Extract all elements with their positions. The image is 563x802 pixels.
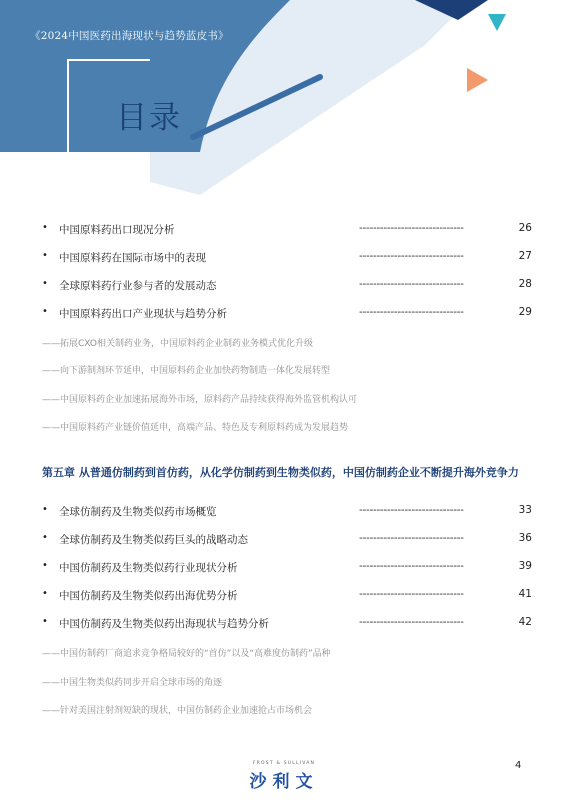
bullet-icon: • [42, 560, 48, 571]
toc-entry[interactable] [42, 306, 532, 324]
toc-leader: ------------------------------ [359, 532, 464, 544]
toc-entry-label: 中国原料药出口现况分析 [59, 224, 175, 236]
brand-logo-english: FROST & SULLIVAN [252, 761, 316, 766]
toc-leader: ------------------------------ [359, 222, 464, 234]
toc-entry[interactable] [42, 504, 532, 522]
bullet-icon: • [42, 306, 48, 317]
toc-subentry: ——中国生物类似药同步开启全球市场的角逐 [42, 678, 223, 688]
toc-page-number: 33 [518, 504, 532, 516]
toc-page-number: 26 [518, 222, 532, 234]
toc-leader: ------------------------------ [359, 306, 464, 318]
toc-leader: ------------------------------ [359, 616, 464, 628]
toc-page-number: 41 [518, 588, 532, 600]
toc-leader: ------------------------------ [359, 560, 464, 572]
toc-entry[interactable] [42, 532, 532, 550]
toc-entry[interactable] [42, 222, 532, 240]
bullet-icon: • [42, 532, 48, 543]
bullet-icon: • [42, 616, 48, 627]
toc-page-number: 39 [518, 560, 532, 572]
toc-entry[interactable] [42, 250, 532, 268]
toc-subentry: ——拓展CXO相关制药业务，中国原料药企业制药业务模式优化升级 [42, 339, 313, 349]
document-title: 《2024中国医药出海现状与趋势蓝皮书》 [30, 30, 229, 42]
toc-subentry: ——中国原料药企业加速拓展海外市场，原料药产品持续获得海外监管机构认可 [42, 395, 358, 405]
toc-entry-label: 中国原料药出口产业现状与趋势分析 [59, 308, 227, 320]
teal-triangle [488, 14, 506, 31]
page-number: 4 [515, 760, 522, 771]
toc-entry-label: 全球仿制药及生物类似药巨头的战略动态 [59, 534, 248, 546]
toc-heading: 目录 [116, 100, 182, 136]
toc-page-number: 28 [518, 278, 532, 290]
chapter-heading[interactable]: 第五章 从普通仿制药到首仿药，从化学仿制药到生物类似药，中国仿制药企业不断提升海外竞争力 [42, 466, 519, 479]
toc-leader: ------------------------------ [359, 588, 464, 600]
toc-subentry: ——针对美国注射剂短缺的现状，中国仿制药企业加速抢占市场机会 [42, 706, 313, 716]
toc-leader: ------------------------------ [359, 278, 464, 290]
toc-entry-label: 中国仿制药及生物类似药出海现状与趋势分析 [59, 618, 269, 630]
bullet-icon: • [42, 504, 48, 515]
toc-leader: ------------------------------ [359, 504, 464, 516]
toc-entry[interactable] [42, 560, 532, 578]
toc-entry[interactable] [42, 588, 532, 606]
toc-entry-label: 中国仿制药及生物类似药出海优势分析 [59, 590, 238, 602]
brand-logo-chinese: 沙利文 [249, 772, 319, 792]
toc-subentry: ——向下游制剂环节延申，中国原料药企业加快药物制造一体化发展转型 [42, 366, 331, 376]
orange-play-triangle [467, 68, 488, 92]
bullet-icon: • [42, 250, 48, 261]
bullet-icon: • [42, 588, 48, 599]
toc-entry[interactable] [42, 616, 532, 634]
toc-page-number: 36 [518, 532, 532, 544]
toc-subentry: ——中国原料药产业链价值延申，高端产品、特色及专利原料药成为发展趋势 [42, 423, 349, 433]
toc-page-number: 42 [518, 616, 532, 628]
toc-entry-label: 全球原料药行业参与者的发展动态 [59, 280, 217, 292]
toc-entry-label: 中国原料药在国际市场中的表现 [59, 252, 206, 264]
toc-page-number: 29 [518, 306, 532, 318]
bullet-icon: • [42, 222, 48, 233]
toc-leader: ------------------------------ [359, 250, 464, 262]
toc-entry[interactable] [42, 278, 532, 296]
toc-subentry: ——中国仿制药厂商追求竞争格局较好的“首仿”以及“高难度仿制药”品种 [42, 649, 331, 659]
toc-entry-label: 中国仿制药及生物类似药行业现状分析 [59, 562, 238, 574]
bullet-icon: • [42, 278, 48, 289]
toc-page-number: 27 [518, 250, 532, 262]
toc-entry-label: 全球仿制药及生物类似药市场概览 [59, 506, 217, 518]
